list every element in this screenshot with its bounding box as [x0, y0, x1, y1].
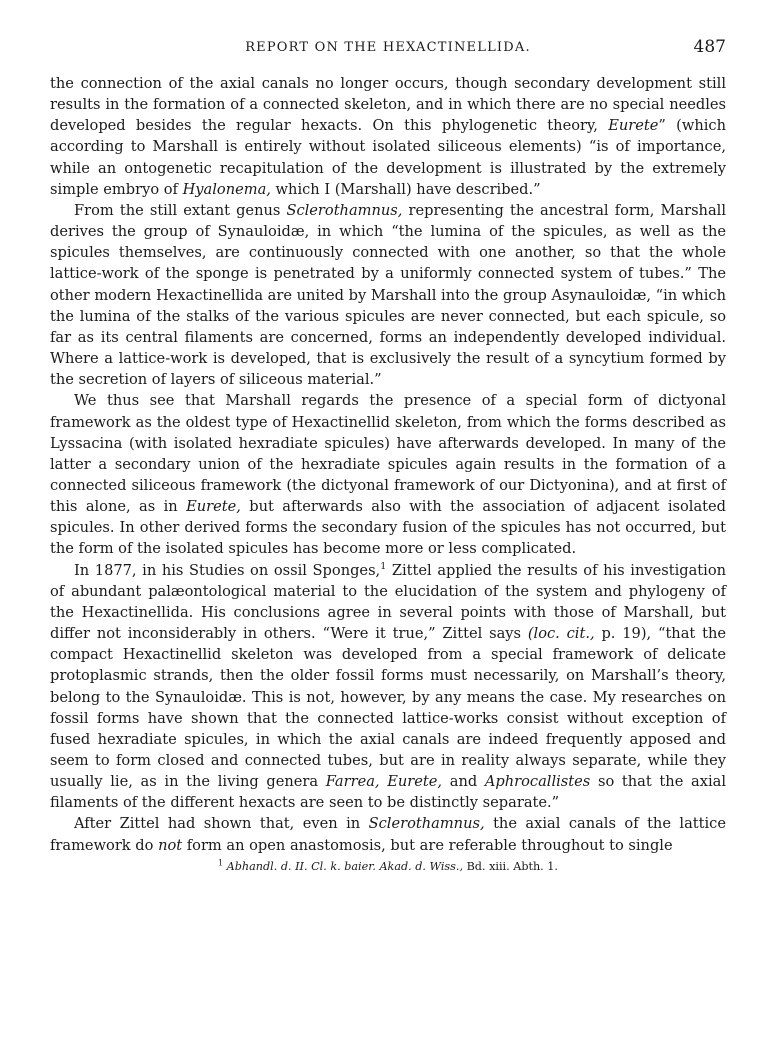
text-run: the axial canals of the lattice framework do [50, 815, 726, 854]
page [50, 37, 727, 874]
running-title: REPORT ON THE HEXACTINELLIDA. [245, 40, 531, 55]
genus-name: Aphrocallistes [484, 773, 591, 791]
running-head [50, 37, 726, 64]
text-run: but afterwards also with the association of adjacent isolated spicules. In other derived forms the secondary fusion of the spicules has not occurred, but the form of the isolated spicules has become more or less complicated. [50, 498, 727, 558]
text-run: ” (which according to Marshall is entirely without isolated siliceous elements) “is of importance, while an ontogenetic recapitulation of the development is illustrated by the extremely simple embryo of [50, 117, 726, 198]
footnote-citation: Abhandl. d. II. Cl. k. baier. Akad. d. Wiss., [226, 859, 464, 873]
genus-name: Sclerothamnus, [286, 201, 403, 219]
genus-name: Eurete [608, 117, 659, 135]
paragraph-2 [50, 200, 726, 390]
footnote [50, 859, 726, 874]
text-run: so that the axial filaments of the different hexacts are seen to be distinctly separate.” [50, 773, 726, 812]
text-run: From the still extant genus [74, 201, 287, 219]
paragraph-3 [50, 390, 726, 559]
text-run: the connection of the axial canals no longer occurs, though secondary development still results in the formation of a connected skeleton, and in which there are no special needles developed besides the regular hexacts. On this phylogenetic theory, [50, 75, 726, 135]
text-run: In 1877, in his Studies on ossil Sponges, [74, 561, 381, 579]
text-run: p. 19), “that the compact Hexactinellid skeleton was developed from a special framework of delicate protoplasmic strands, then the older fossil forms must necessarily, on Marshall’s theory, belong to the Synauloidæ. This is not, however, by any means the case. My researches on fossil forms have shown that the connected lattice-works consist without exception of fused hexradiate spicules, in which the axial canals are indeed frequently apposed and seem to form closed and connected tubes, but are in reality always separate, while they usually lie, as in the living genera [50, 625, 726, 791]
footnote-reference[interactable]: 1 [380, 560, 387, 572]
genus-name: Hyalonema, [182, 180, 271, 198]
text-run: representing the ancestral form, Marshall derives the group of Synauloidæ, in which “the lumina of the spicules, as well as the spicules themselves, are continuously connected with one another, so that the whole lattice-work of the sponge is penetrated by a uniformly connected system of tubes.” The other modern Hexactinellida are united by Marshall into the group Asynauloidæ, “in which the lumina of the stalks of the various spicules are never connected, but each spicule, so far as its central filaments are concerned, forms an independently developed individual. Where a lattice-work is developed, that is exclusively the result of a syncytium formed by the secretion of layers of siliceous material.” [50, 201, 726, 389]
genus-name: Sclerothamnus, [368, 815, 485, 833]
text-run: and [442, 773, 485, 791]
paragraph-4 [50, 560, 726, 814]
paragraph-1 [50, 73, 726, 200]
text-run: We thus see that Marshall regards the presence of a special form of dictyonal framework as the oldest type of Hexactinellid skeleton, from which the forms described as Lyssacina (with isolated hexradiate spicules) have afterwards developed. In many of the latter a secondary union of the hexradiate spicules again results in the formation of a connected siliceous framework (the dictyonal framework of our Dictyonina), and at first of this alone, as in [50, 392, 726, 516]
citation-abbrev: (loc. cit., [527, 625, 595, 643]
text-run: Zittel applied the results of his investigation of abundant palæontological material to the elucidation of the system and phylogeny of the Hexactinellida. His conclusions agree in several points with those of Marshall, but differ not inconsiderably in others. “Were it true,” Zittel says [50, 561, 726, 643]
page-number: 487 [693, 37, 726, 57]
text-run: which I (Marshall) have described.” [270, 180, 541, 198]
footnote-text: Bd. xiii. Abth. 1. [463, 859, 558, 873]
text-run: form an open anastomosis, but are referable throughout to single [182, 836, 673, 854]
body-text [50, 73, 726, 856]
emphasis: not [158, 836, 183, 854]
text-run: After Zittel had shown that, even in [74, 815, 369, 833]
genus-name: Farrea, Eurete, [325, 773, 443, 791]
footnote-mark: 1 [218, 858, 224, 868]
paragraph-5 [50, 813, 726, 855]
genus-name: Eurete, [186, 498, 241, 516]
